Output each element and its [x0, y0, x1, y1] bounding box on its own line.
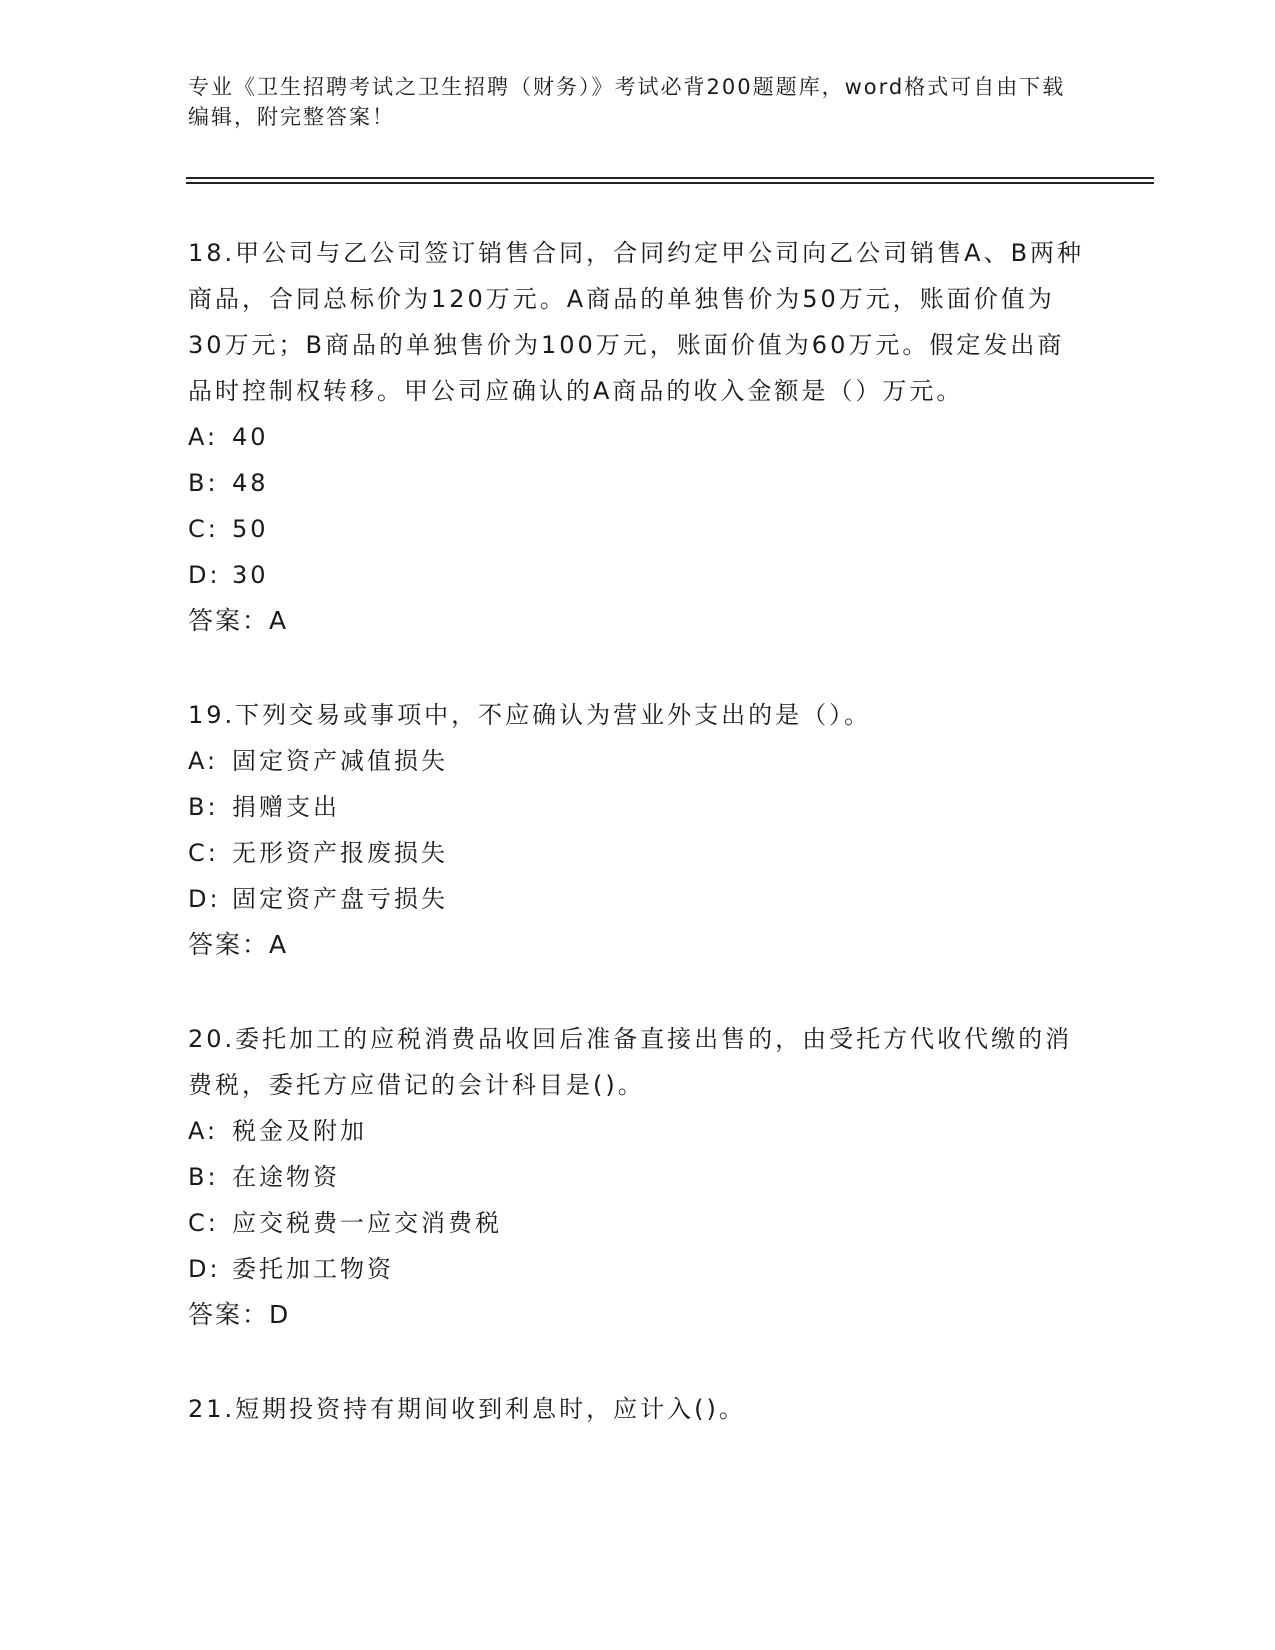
option-b	[188, 1154, 1088, 1200]
option-letter: A:	[188, 747, 219, 775]
option-letter: D:	[188, 561, 221, 589]
option-letter: C:	[188, 1209, 219, 1237]
answer-line	[188, 598, 1088, 644]
option-text: 固定资产盘亏损失	[232, 885, 448, 913]
option-letter: D:	[188, 1255, 221, 1283]
option-letter: B:	[188, 469, 219, 497]
question-21	[188, 1386, 1088, 1432]
question-stem: 20.委托加工的应税消费品收回后准备直接出售的，由受托方代收代缴的消费税，委托方应借记的会计科目是()。	[188, 1025, 1073, 1099]
question-stem: 19.下列交易或事项中，不应确认为营业外支出的是（）。	[188, 701, 872, 729]
answer-label: 答案：	[188, 606, 270, 635]
answer-value: A	[269, 606, 288, 635]
option-b	[188, 784, 1088, 830]
option-text: 税金及附加	[232, 1117, 367, 1145]
answer-label: 答案：	[188, 930, 270, 959]
option-text: 固定资产减值损失	[232, 747, 448, 775]
option-letter: A:	[188, 1117, 219, 1145]
header-divider-top	[186, 177, 1154, 179]
option-a	[188, 738, 1088, 784]
option-c	[188, 506, 1088, 552]
option-letter: B:	[188, 1163, 219, 1191]
option-d	[188, 876, 1088, 922]
answer-value: A	[269, 930, 288, 959]
option-text: 30	[232, 561, 269, 589]
option-letter: B:	[188, 793, 219, 821]
option-c	[188, 1200, 1088, 1246]
document-intro: 专业《卫生招聘考试之卫生招聘（财务）》考试必背200题题库，word格式可自由下载编辑，附完整答案！	[188, 75, 1066, 129]
option-text: 捐赠支出	[232, 793, 340, 821]
option-letter: C:	[188, 515, 219, 543]
option-letter: A:	[188, 423, 219, 451]
answer-label: 答案：	[188, 1300, 270, 1329]
option-d	[188, 552, 1088, 598]
option-c	[188, 830, 1088, 876]
option-text: 在途物资	[232, 1163, 340, 1191]
option-text: 48	[232, 469, 269, 497]
header-divider-bottom	[186, 182, 1154, 184]
option-text: 应交税费一应交消费税	[232, 1209, 502, 1237]
option-d	[188, 1246, 1088, 1292]
option-b	[188, 460, 1088, 506]
option-text: 50	[232, 515, 269, 543]
question-stem: 18.甲公司与乙公司签订销售合同，合同约定甲公司向乙公司销售A、B两种商品，合同总标价为120万元。A商品的单独售价为50万元，账面价值为30万元；B商品的单独售价为100万元，账面价值为60万元。假定发出商品时控制权转移。甲公司应确认的A商品的收入金额是（）万元。	[188, 239, 1085, 405]
question-20	[188, 1016, 1088, 1338]
answer-value: D	[269, 1300, 290, 1329]
option-text: 委托加工物资	[232, 1255, 394, 1283]
option-letter: D:	[188, 885, 221, 913]
question-stem: 21.短期投资持有期间收到利息时，应计入()。	[188, 1395, 746, 1423]
option-letter: C:	[188, 839, 219, 867]
question-18	[188, 230, 1088, 644]
answer-line	[188, 1292, 1088, 1338]
option-text: 无形资产报废损失	[232, 839, 448, 867]
option-a	[188, 1108, 1088, 1154]
answer-line	[188, 922, 1088, 968]
option-text: 40	[232, 423, 269, 451]
question-19	[188, 692, 1088, 968]
option-a	[188, 414, 1088, 460]
question-list	[188, 230, 1088, 1480]
